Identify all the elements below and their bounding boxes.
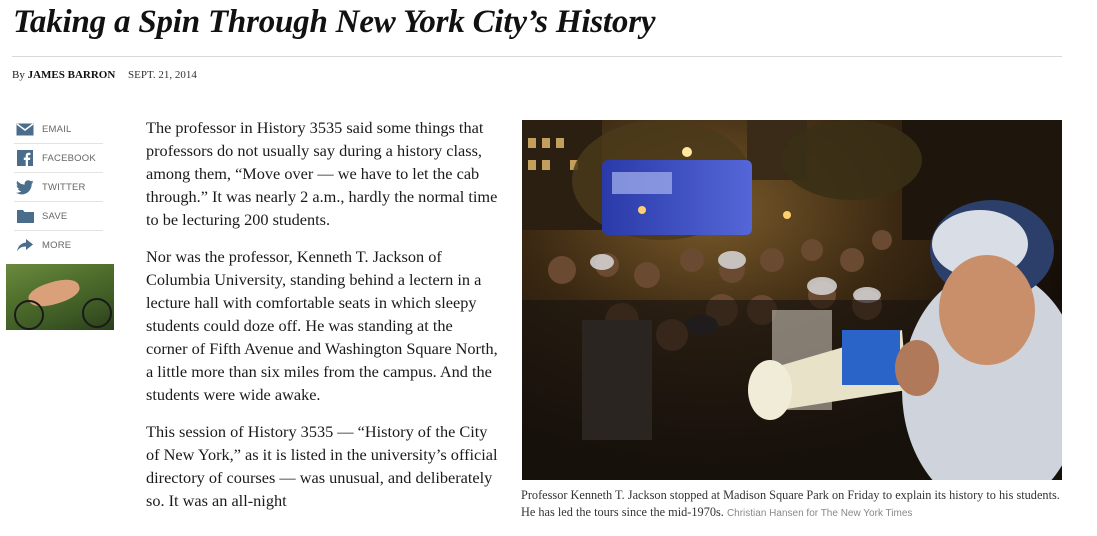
thumbnail-wheel <box>14 300 44 330</box>
share-tools <box>14 115 103 260</box>
share-email-button[interactable] <box>14 115 103 144</box>
article-body <box>146 116 498 526</box>
caption-text: Professor Kenneth T. Jackson stopped at Madison Square Park on Friday to explain its history to his students. He has led the tours since the mid-1970s. <box>521 488 1060 519</box>
byline <box>12 69 197 81</box>
share-arrow-icon <box>15 238 35 254</box>
thumbnail-wheel <box>82 298 112 328</box>
facebook-icon <box>15 150 35 166</box>
twitter-icon <box>15 179 35 195</box>
byline-prefix: By <box>12 69 25 81</box>
author-link[interactable]: JAMES BARRON <box>27 69 116 81</box>
article-paragraph: This session of History 3535 — “History of the City of New York,” as it is listed in the university’s official directory of courses — was unusual, and deliberately so. It was an all-night <box>146 422 498 510</box>
photo-illustration <box>522 120 1062 480</box>
envelope-icon <box>15 121 35 137</box>
folder-icon <box>15 208 35 224</box>
related-thumbnail[interactable] <box>6 264 114 330</box>
headline-divider <box>12 56 1062 57</box>
save-label: SAVE <box>42 210 68 222</box>
share-facebook-button[interactable] <box>14 144 103 173</box>
share-twitter-label: TWITTER <box>42 181 86 193</box>
share-twitter-button[interactable] <box>14 173 103 202</box>
more-share-button[interactable] <box>14 231 103 260</box>
photo-credit: Christian Hansen for The New York Times <box>726 508 913 519</box>
photo-caption <box>521 487 1066 522</box>
save-button[interactable] <box>14 202 103 231</box>
article-paragraph: Nor was the professor, Kenneth T. Jackson of Columbia University, standing behind a lectern in a lecture hall with comfortable seats in which sleepy students could doze off. He was standing at the corner of Fifth Avenue and Washington Square North, a little more than six miles from the campus. And the students were wide awake. <box>146 247 498 404</box>
article-headline: Taking a Spin Through New York City’s History <box>13 4 656 40</box>
publish-date: SEPT. 21, 2014 <box>128 69 197 81</box>
article-photo[interactable] <box>522 120 1062 480</box>
share-facebook-label: FACEBOOK <box>42 152 96 164</box>
article-paragraph: The professor in History 3535 said some things that professors do not usually say during a history class, among them, “Move over — we have to let the cab through.” It was nearly 2 a.m., hardly the normal time to be lecturing 200 students. <box>146 118 498 229</box>
share-email-label: EMAIL <box>42 123 72 135</box>
more-label: MORE <box>42 240 72 251</box>
